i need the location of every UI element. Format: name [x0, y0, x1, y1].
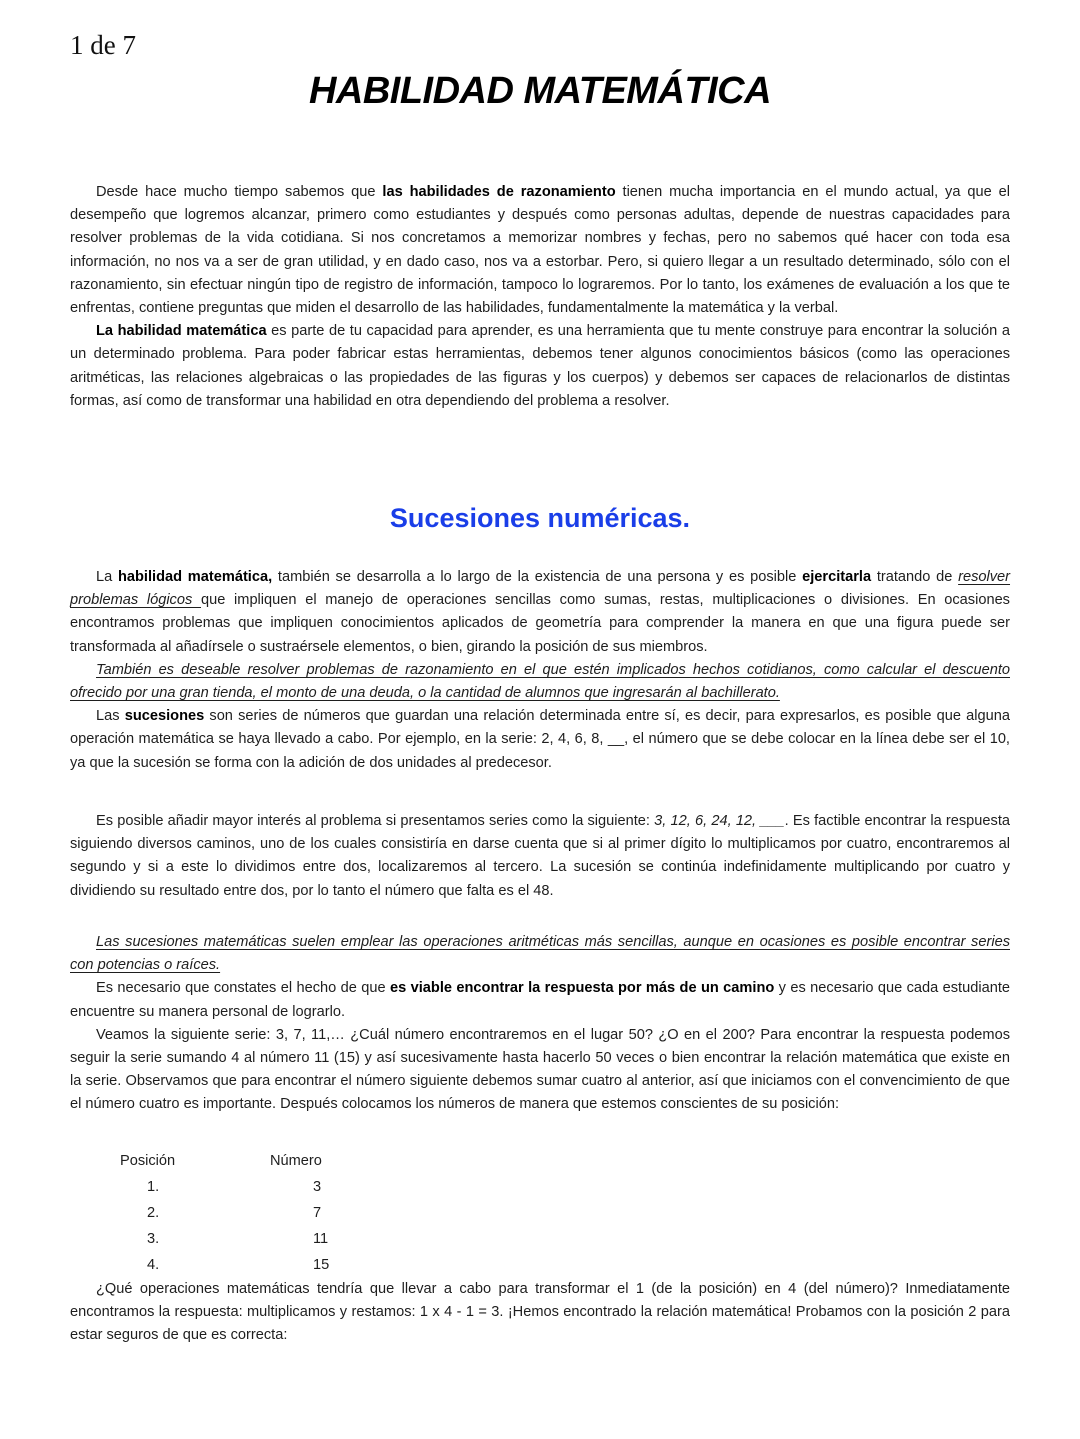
section-paragraph-6: Es necesario que constates el hecho de que es viable encontrar la respuesta por más de un camino y es necesario que cada estudiante encuentre su manera personal de lograrlo. — [70, 980, 1010, 1020]
bold-phrase: La habilidad matemática — [96, 323, 267, 340]
number-cell: 11 — [313, 1231, 329, 1247]
page-indicator: 1 de 7 — [70, 30, 136, 60]
table-header-row — [70, 1148, 433, 1174]
position-number-table — [70, 1148, 433, 1278]
section-paragraph-2-emphasis: También es deseable resolver problemas de razonamiento en el que estén implicados hechos cotidianos, como calcular el descuento ofrecido por una gran tienda, el monto de una deuda, o la cantidad de alumnos que ingresarán al bachillerato. — [70, 661, 1010, 702]
table-row — [70, 1226, 433, 1252]
column-header-number: Número — [270, 1153, 322, 1169]
section-paragraph-5-emphasis: Las sucesiones matemáticas suelen emplear las operaciones aritméticas más sencillas, aunque en ocasiones es posible encontrar series con potencias o raíces. — [70, 934, 1010, 974]
underlined-phrase: resolver problemas lógicos — [70, 569, 1011, 609]
section-heading: Sucesiones numéricas. — [389, 503, 691, 533]
sequences-section-c — [70, 931, 1010, 1117]
table-row — [70, 1174, 433, 1200]
section-paragraph-1: La habilidad matemática, también se desarrolla a lo largo de la existencia de una persona y es posible ejercitarla tratando de resolver problemas lógicos que impliquen el manejo de operaciones sencillas como sumas, restas, multiplicaciones o divisiones. En ocasiones encontramos problemas que impliquen conocimientos aplicados de geometría para comprender la manera en que una figura puede ser transformada al añadírsele o sustraérsele elementos, o bien, girando la posición de sus miembros. — [70, 569, 1011, 655]
number-cell: 7 — [313, 1205, 322, 1221]
page-title: HABILIDAD MATEMÁTICA — [308, 70, 772, 112]
bold-phrase: ejercitarla — [802, 569, 872, 585]
position-cell: 4. — [147, 1257, 160, 1273]
sequences-section-b — [70, 810, 1010, 903]
position-cell: 1. — [147, 1179, 160, 1195]
section-paragraph-8: ¿Qué operaciones matemáticas tendría que llevar a cabo para transformar el 1 (de la posición) en 4 (del número)? Inmediatamente encontramos la respuesta: multiplicamos y restamos: 1 x 4 - 1 = 3. ¡Hemos encontrado la relación matemática! Probamos con la posición 2 para estar seguros de que es correcta: — [70, 1281, 1010, 1344]
example-series: 3, 12, 6, 24, 12, ___ — [654, 813, 785, 829]
column-header-position: Posición — [120, 1153, 176, 1169]
number-cell: 15 — [313, 1257, 330, 1273]
intro-section — [70, 181, 1010, 413]
section-paragraph-3: Las sucesiones son series de números que guardan una relación determinada entre sí, es decir, para expresarlos, es posible que alguna operación matemática se haya llevado a cabo. Por ejemplo, en la serie: 2, 4, 6, 8, __, el número que se debe colocar en la línea debe ser el 10, ya que la sucesión se forma con la adición de dos unidades al predecesor. — [70, 708, 1010, 771]
position-cell: 3. — [147, 1231, 160, 1247]
number-cell: 3 — [313, 1179, 322, 1195]
intro-paragraph-1: Desde hace mucho tiempo sabemos que las habilidades de razonamiento tienen mucha importancia en el mundo actual, ya que el desempeño que logremos alcanzar, primero como estudiantes y después como personas adultas, depende de nuestras capacidades para resolver problemas de la vida cotidiana. Si nos concretamos a memorizar nombres y fechas, pero no sabemos qué hacer con toda esa información, no nos va a ser de gran utilidad, y en dado caso, nos va a estorbar. Pero, si quiero llegar a un resultado determinado, sólo con el razonamiento, sin efectuar ningún tipo de registro de información, tampoco lo lograremos. Por lo tanto, los exámenes de evaluación a los que te enfrentas, contiene preguntas que miden el desarrollo de las habilidades, fundamentalmente la matemática y la verbal. — [70, 184, 1010, 317]
intro-paragraph-2: La habilidad matemática es parte de tu capacidad para aprender, es una herramienta que tu mente construye para encontrar la solución a un determinado problema. Para poder fabricar estas herramientas, debemos tener algunos conocimientos básicos (como las operaciones aritméticas, las relaciones algebraicas o las propiedades de las figuras y los cuerpos) y debemos ser capaces de relacionarlos de distintas formas, así como de transformar una habilidad en otra dependiendo del problema a resolver. — [70, 323, 1010, 409]
bold-phrase: es viable encontrar la respuesta por más de un camino — [390, 980, 775, 997]
table-row — [70, 1252, 433, 1278]
section-paragraph-7: Veamos la siguiente serie: 3, 7, 11,… ¿Cuál número encontraremos en el lugar 50? ¿O en el 200? Para encontrar la respuesta podemos seguir la serie sumando 4 al número 11 (15) y así sucesivamente hasta hacerlo 50 veces o bien encontrar la relación matemática que existe en la serie. Observamos que para encontrar el número siguiente debemos sumar cuatro al anterior, así que iniciamos con el convencimiento de que el número cuatro es importante. Después colocamos los números de manera que estemos conscientes de su posición: — [70, 1026, 1010, 1113]
sequences-section-d — [70, 1278, 1010, 1348]
section-paragraph-4: Es posible añadir mayor interés al problema si presentamos series como la siguiente: 3, 12, 6, 24, 12, ___. Es factible encontrar la respuesta siguiendo diversos caminos, uno de los cuales consistiría en darse cuenta que si al primer dígito lo multiplicamos por cuatro, encontraremos al segundo y si a este lo dividimos entre dos, localizaremos al tercero. La sucesión se continúa indefinidamente multiplicando por cuatro y dividiendo su resultado entre dos, por lo tanto el número que falta es el 48. — [70, 813, 1010, 899]
bold-phrase: sucesiones — [124, 708, 205, 725]
bold-phrase: las habilidades de razonamiento — [382, 184, 616, 200]
bold-phrase: habilidad matemática, — [117, 569, 273, 585]
position-cell: 2. — [147, 1205, 160, 1221]
table-row — [70, 1200, 433, 1226]
sequences-section-a — [70, 566, 1010, 775]
